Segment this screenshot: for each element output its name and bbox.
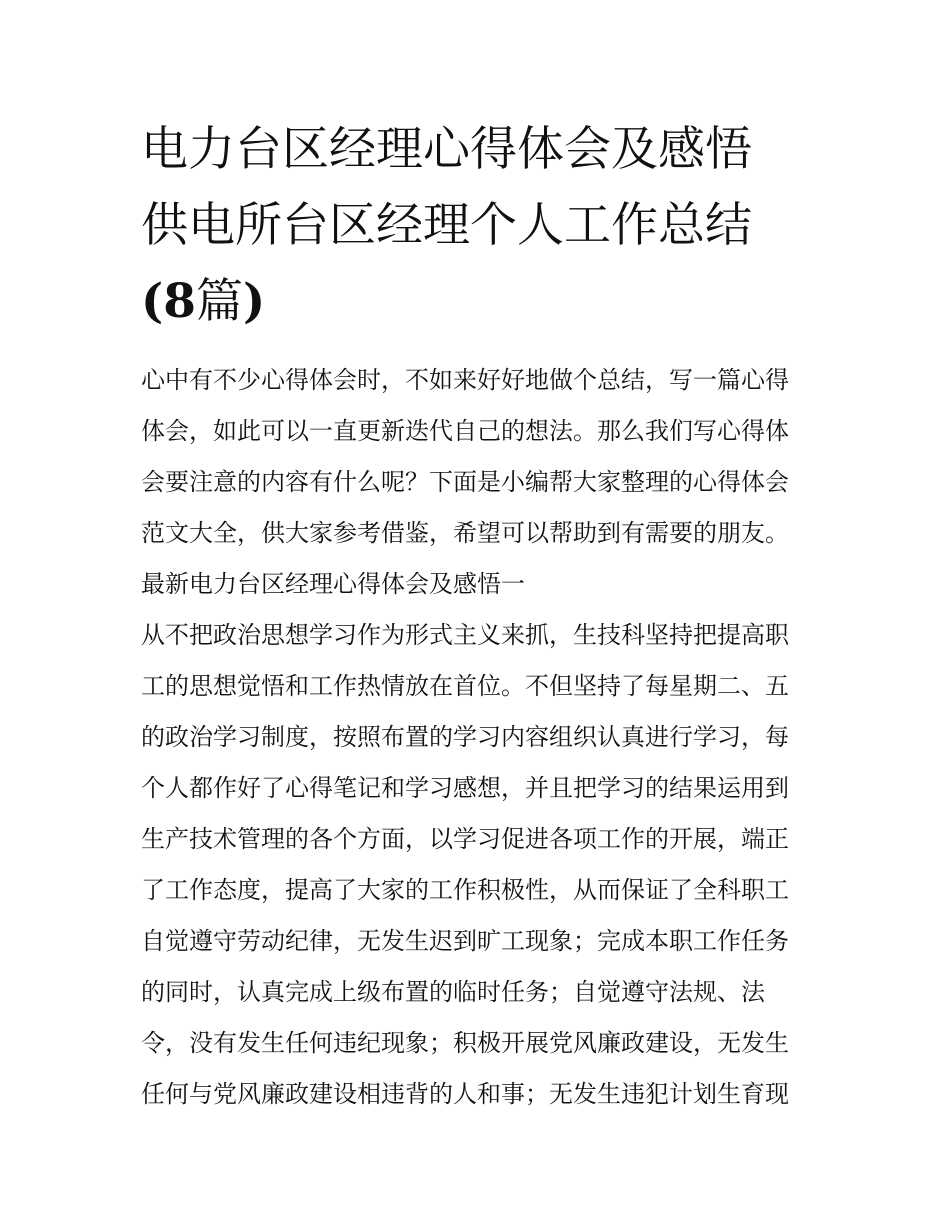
body-line: 令，没有发生任何违纪现象；积极开展党风廉政建设，无发生 [141,1029,789,1057]
title-line-2: 供电所台区经理个人工作总结 [141,198,752,253]
title-count-number: (8 [141,274,196,329]
body-line: 个人都作好了心得笔记和学习感想，并且把学习的结果运用到 [141,774,789,802]
body-line: 的政治学习制度，按照布置的学习内容组织认真进行学习，每 [141,723,789,751]
body-line: 了工作态度，提高了大家的工作积极性，从而保证了全科职工 [141,876,789,904]
body-line: 体会，如此可以一直更新迭代自己的想法。那么我们写心得体 [141,417,789,445]
body-line: 心中有不少心得体会时，不如来好好地做个总结，写一篇心得 [141,366,789,394]
body-line: 从不把政治思想学习作为形式主义来抓，生技科坚持把提高职 [141,621,789,649]
document-title [141,112,831,340]
document-body [141,355,831,1120]
title-count-close: ) [242,274,266,329]
body-line: 自觉遵守劳动纪律，无发生迟到旷工现象；完成本职工作任务 [141,927,789,955]
body-line: 工的思想觉悟和工作热情放在首位。不但坚持了每星期二、五 [141,672,789,700]
section-heading: 最新电力台区经理心得体会及感悟一 [141,570,525,598]
title-line-1: 电力台区经理心得体会及感悟 [141,122,752,177]
body-line: 生产技术管理的各个方面，以学习促进各项工作的开展，端正 [141,825,789,853]
title-count-unit: 篇 [195,274,243,329]
body-line: 会要注意的内容有什么呢？下面是小编帮大家整理的心得体会 [141,468,789,496]
title-line-3 [141,264,831,340]
body-line: 范文大全，供大家参考借鉴，希望可以帮助到有需要的朋友。 [141,519,789,547]
body-line: 任何与党风廉政建设相违背的人和事；无发生违犯计划生育现 [141,1080,789,1108]
body-line: 的同时，认真完成上级布置的临时任务；自觉遵守法规、法 [141,978,765,1006]
